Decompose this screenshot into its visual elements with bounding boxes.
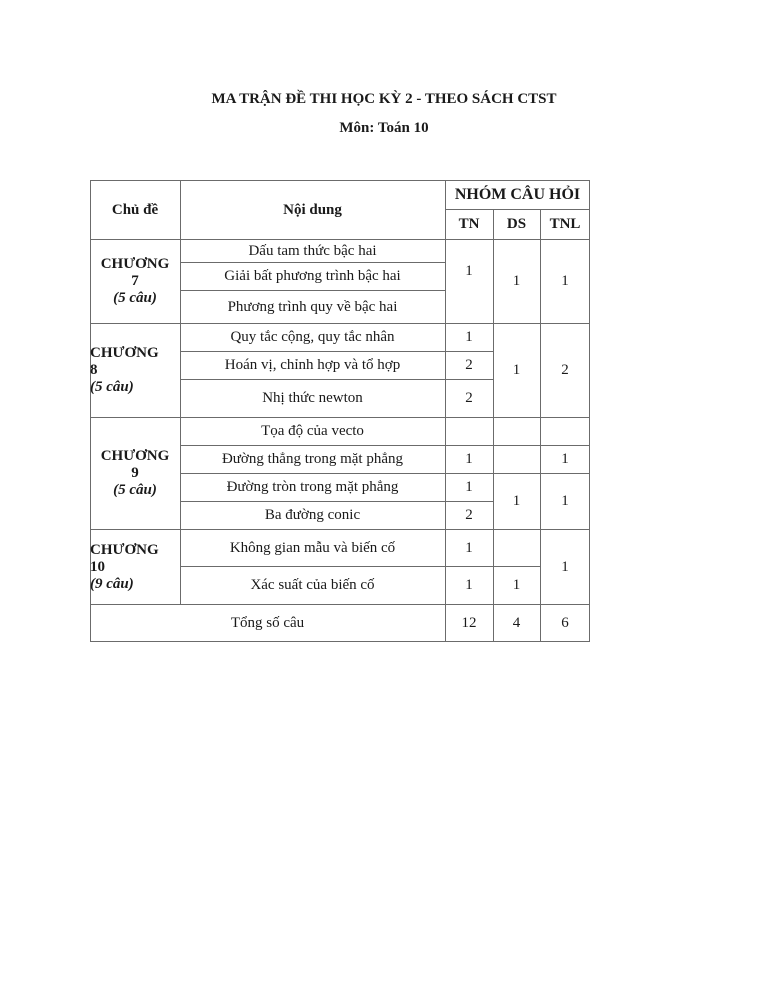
chapter-label: CHƯƠNG bbox=[100, 255, 170, 272]
chapter-count: (5 câu) bbox=[113, 481, 157, 498]
header-question-group: NHÓM CÂU HỎI bbox=[454, 185, 581, 203]
chapter-10-label bbox=[90, 530, 180, 604]
header-topic: Chủ đề bbox=[111, 201, 159, 218]
document-subtitle: Môn: Toán 10 bbox=[339, 120, 429, 136]
content-row: Quy tắc cộng, quy tắc nhân bbox=[230, 329, 395, 345]
chapter-8-label bbox=[90, 324, 180, 417]
tn-value: 2 bbox=[465, 507, 473, 523]
chapter-number: 9 bbox=[131, 464, 139, 481]
chapter-label: CHƯƠNG bbox=[100, 447, 170, 464]
header-content: Nội dung bbox=[283, 201, 342, 218]
tnl-value: 1 bbox=[561, 493, 569, 509]
tn-value: 1 bbox=[465, 263, 473, 279]
content-row: Không gian mẫu và biến cố bbox=[229, 539, 396, 556]
content-row: Nhị thức newton bbox=[262, 390, 363, 406]
table-border-bottom bbox=[90, 641, 590, 642]
total-ds: 4 bbox=[512, 614, 521, 631]
chapter-count: (9 câu) bbox=[90, 575, 134, 592]
header-tnl: TNL bbox=[549, 216, 581, 232]
chapter-count: (5 câu) bbox=[90, 379, 134, 395]
chapter-9-label bbox=[90, 417, 180, 529]
chapter-7-label bbox=[90, 239, 180, 323]
content-row: Xác suất của biến cố bbox=[250, 577, 375, 593]
total-tnl: 6 bbox=[561, 614, 569, 631]
content-row: Đường thẳng trong mặt phẳng bbox=[221, 451, 404, 467]
chapter-count: (5 câu) bbox=[113, 289, 157, 306]
ds-value: 1 bbox=[512, 273, 521, 289]
tn-value: 2 bbox=[465, 390, 473, 406]
header-ds: DS bbox=[506, 216, 527, 232]
ds-value: 1 bbox=[512, 493, 521, 509]
tnl-value: 2 bbox=[561, 362, 569, 378]
content-row: Hoán vị, chỉnh hợp và tổ hợp bbox=[224, 357, 401, 373]
tn-value: 2 bbox=[465, 357, 473, 373]
tnl-value: 1 bbox=[561, 273, 569, 289]
chapter-number: 7 bbox=[131, 272, 139, 289]
header-tn: TN bbox=[458, 216, 480, 232]
tn-value: 1 bbox=[465, 479, 473, 495]
ds-value: 1 bbox=[512, 362, 521, 378]
content-row: Tọa độ của vecto bbox=[261, 423, 364, 439]
content-row: Dấu tam thức bậc hai bbox=[248, 242, 377, 259]
content-row: Phương trình quy về bậc hai bbox=[227, 298, 398, 315]
chapter-label: CHƯƠNG bbox=[90, 541, 159, 558]
tnl-value: 1 bbox=[561, 558, 569, 575]
tn-value: 1 bbox=[465, 329, 473, 345]
content-row: Giải bất phương trình bậc hai bbox=[224, 268, 401, 284]
ds-value: 1 bbox=[512, 577, 521, 593]
tn-value: 1 bbox=[465, 577, 473, 593]
content-row: Đường tròn trong mặt phẳng bbox=[226, 479, 399, 495]
document-title: MA TRẬN ĐỀ THI HỌC KỲ 2 - THEO SÁCH CTST bbox=[211, 91, 557, 107]
total-label: Tổng số câu bbox=[230, 614, 305, 631]
content-row: Ba đường conic bbox=[264, 507, 361, 523]
tn-value: 1 bbox=[465, 451, 473, 467]
chapter-number: 10 bbox=[90, 558, 105, 575]
tn-value: 1 bbox=[465, 539, 473, 556]
tnl-value: 1 bbox=[561, 451, 569, 467]
chapter-label: CHƯƠNG bbox=[90, 345, 159, 361]
total-tn: 12 bbox=[461, 614, 477, 631]
chapter-number: 8 bbox=[90, 362, 98, 378]
